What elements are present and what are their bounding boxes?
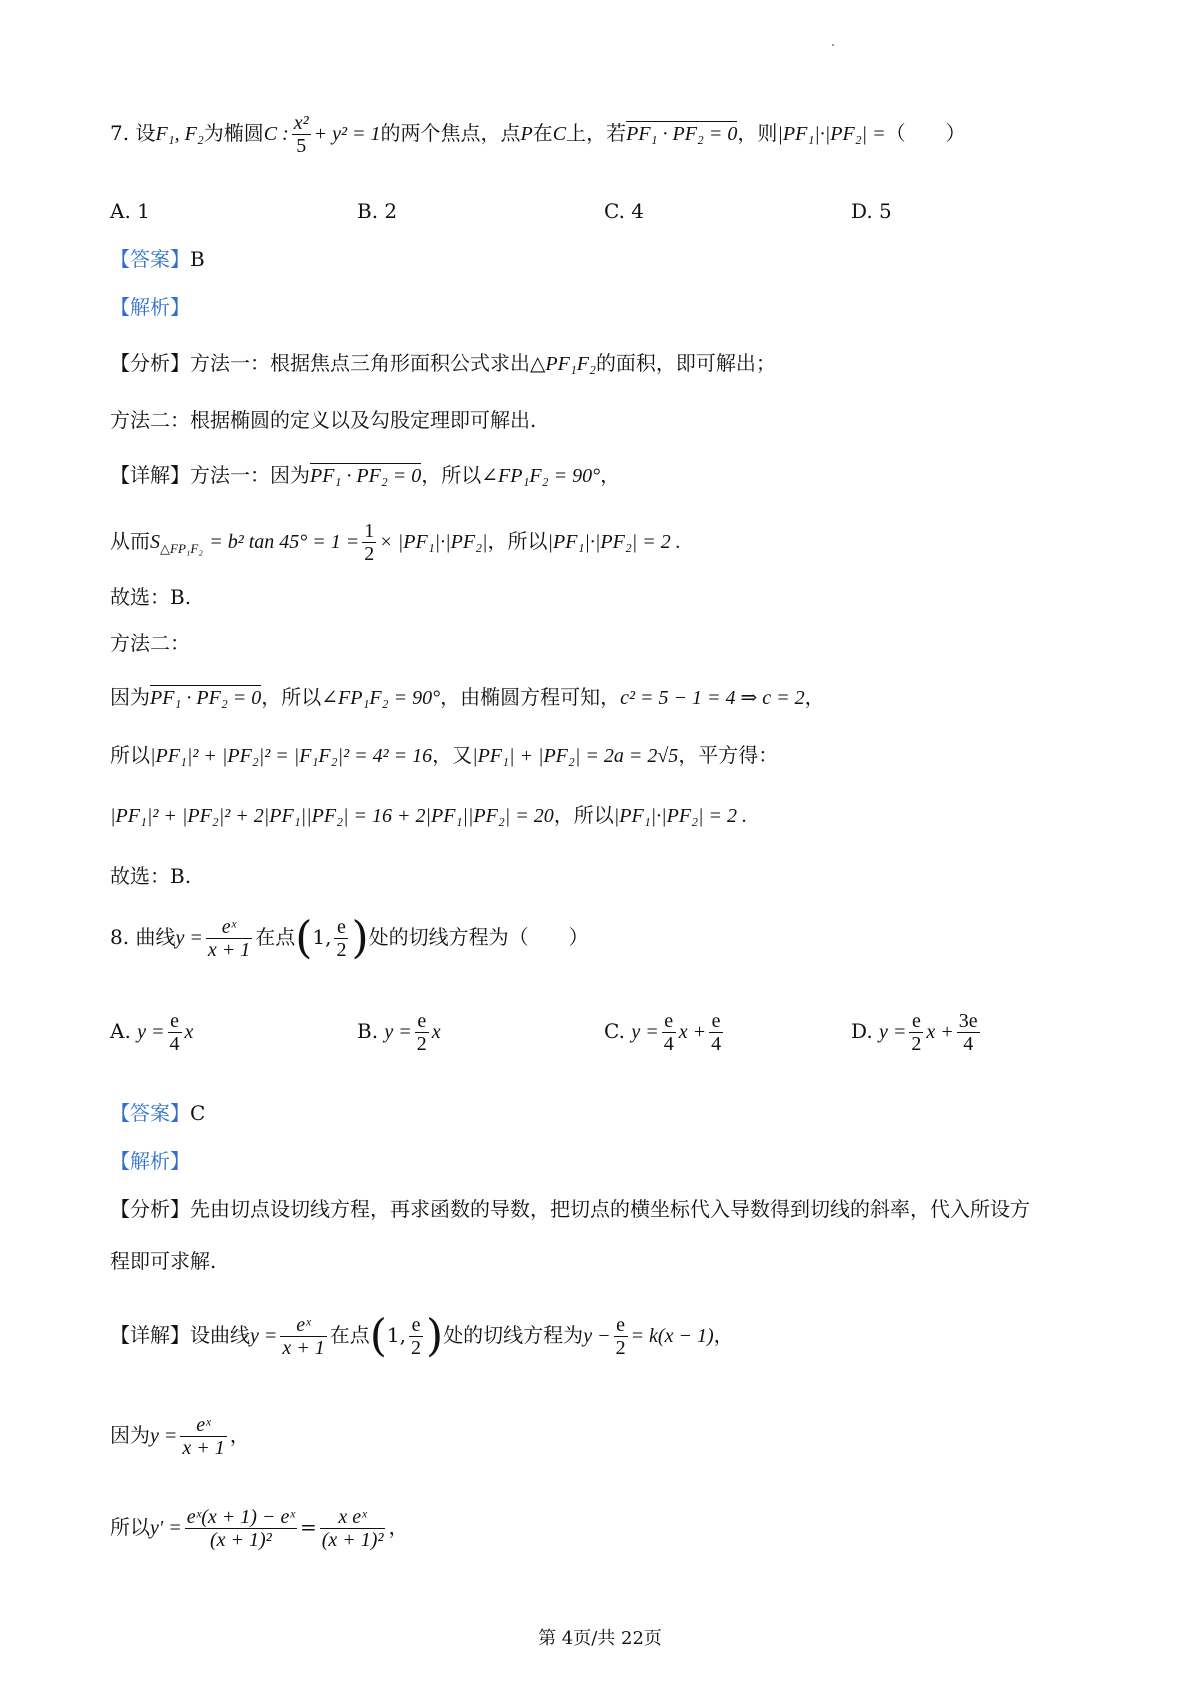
xj-b: 在点 — [329, 1323, 370, 1347]
frac-den: 5 — [296, 135, 307, 157]
opt-label: D. — [851, 1019, 873, 1043]
q8-stem-frac — [206, 916, 252, 961]
analysis-tag: 【解析】 — [110, 1149, 190, 1173]
frac-den: 4 — [711, 1033, 722, 1055]
l3-frac1 — [185, 1506, 297, 1551]
frac-den: 4 — [663, 1033, 674, 1055]
opt-frac1 — [662, 1010, 676, 1055]
m2l1-eq: c² = 5 − 1 = 4 ⇒ c = 2 — [620, 687, 805, 709]
l2-a: 因为 — [110, 1423, 150, 1447]
q7-option-b: B. 2 — [357, 199, 398, 223]
l3-eq: = — [299, 1515, 317, 1539]
q7-m1-line1 — [110, 460, 620, 491]
frac-num: 1 — [364, 520, 375, 542]
q7-mid4: 上，若 — [566, 121, 627, 145]
xj-d: ， — [713, 1323, 734, 1347]
q7-mid5: ，则 — [737, 121, 778, 145]
m2l1-c: ，由椭圆方程可知， — [440, 685, 621, 709]
fenxi-tag: 【分析】 — [110, 351, 190, 375]
q7-m2-line2 — [110, 740, 778, 771]
opt-label: C. — [604, 1019, 625, 1043]
m2l2-a: 所以 — [110, 743, 150, 767]
q7-m2-line1 — [110, 682, 825, 713]
q7-option-c: C. 4 — [604, 199, 645, 223]
q7-option-d: D. 5 — [851, 199, 892, 223]
m1-text3: ， — [600, 463, 621, 487]
m1-angle: ∠FP₁F₂ = 90° — [481, 465, 601, 487]
q8-line2 — [110, 1414, 250, 1459]
m1l2-s: S — [150, 531, 160, 553]
frac-den: 2 — [364, 543, 375, 565]
q8-stem: 8. 曲线y = $\frac{\text{eˣ}}{x + 1}$ 在点(1, $\frac{e}{2}$ )处的切线方程为（ ） — [110, 912, 589, 964]
opt-frac — [415, 1010, 429, 1055]
fenxi-triangle: △PF₁F₂ — [530, 353, 596, 375]
q8-option-a — [110, 1010, 193, 1055]
frac-num: e — [909, 1010, 923, 1033]
frac-den: x + 1 — [282, 1337, 325, 1359]
frac-den: 2 — [416, 1033, 427, 1055]
opt-y: y = — [384, 1021, 412, 1043]
xiangjie-tag: 【详解】 — [110, 463, 190, 487]
answer-tag: 【答案】 — [110, 247, 190, 271]
q7-mid3: 在 — [532, 121, 553, 145]
frac-num: eˣ — [280, 1314, 326, 1337]
frac-num: e — [168, 1010, 182, 1033]
opt-x: x + — [678, 1021, 707, 1043]
l3-a: 所以 — [110, 1515, 150, 1539]
q8-xiangjie-line: 【详解】设曲线y = $\frac{\text{eˣ}}{x + 1}$ 在点(1, $\frac{e}{2}$ )处的切线方程为y − $\frac{e}{2}$ = k(x − 1)， — [110, 1310, 734, 1362]
opt-y: y = — [631, 1021, 659, 1043]
analysis-tag: 【解析】 — [110, 295, 190, 319]
opt-label: B. — [357, 1019, 379, 1043]
frac-den: 4 — [963, 1033, 974, 1055]
frac-num: eˣ — [180, 1414, 226, 1437]
q8-analysis-line — [110, 1146, 190, 1176]
opt-x: x — [184, 1021, 194, 1043]
q7-answer-line — [110, 244, 205, 274]
m1l2-a: 从而 — [110, 529, 150, 553]
q7-target: |PF₁|·|PF₂| = — [777, 123, 886, 145]
m2l1-cond: PF₁ · PF₂ = 0 — [150, 687, 262, 709]
q8-stem-y: y = — [175, 927, 203, 949]
frac-den: 2 — [615, 1337, 626, 1359]
m2l2-b: ，又 — [432, 743, 473, 767]
m2l1-b: ，所以 — [261, 685, 322, 709]
xiangjie-tag: 【详解】 — [110, 1323, 190, 1347]
opt-y: y = — [879, 1021, 907, 1043]
q7-ellipse-rest: + y² = 1 — [313, 123, 381, 145]
frac-den: x + 1 — [182, 1437, 225, 1459]
q8-option-b — [357, 1010, 441, 1055]
opt-x: x — [431, 1021, 441, 1043]
m2l2-eq: |PF₁|² + |PF₂|² = |F₁F₂|² = 4² = 16 — [150, 745, 433, 767]
q7-choose1: 故选：B. — [110, 585, 192, 609]
frac-den: x + 1 — [207, 939, 251, 961]
m1l2-half — [362, 520, 376, 565]
speck-dot — [832, 44, 834, 46]
q7-choose2: 故选：B. — [110, 864, 192, 888]
frac-num: e — [334, 916, 348, 939]
frac-den: (x + 1)² — [321, 1529, 384, 1551]
q7-stem — [110, 112, 966, 157]
m1l2-d: ，所以 — [487, 529, 548, 553]
q8-line3 — [110, 1506, 408, 1551]
frac-num: e — [662, 1010, 676, 1033]
q7-ellipse-lhs: C : — [263, 123, 289, 145]
q7-fenxi-line2: 方法二：根据椭圆的定义以及勾股定理即可解出. — [110, 408, 537, 432]
xj-frac — [280, 1314, 326, 1359]
xj-y: y = — [250, 1325, 278, 1347]
q7-prefix: 7. 设 — [110, 121, 156, 145]
xj-eq-b: = k(x − 1) — [630, 1325, 714, 1347]
m2l2-c: ，平方得： — [678, 743, 779, 767]
q8-stem-a: 8. 曲线 — [110, 925, 176, 949]
q7-p: P — [520, 123, 533, 145]
m1-cond: PF₁ · PF₂ = 0 — [310, 465, 422, 487]
l2-frac — [180, 1414, 226, 1459]
m2l1-a: 因为 — [110, 685, 150, 709]
frac-num: e — [709, 1010, 723, 1033]
frac-num: e — [409, 1314, 423, 1337]
l2-y: y = — [150, 1425, 178, 1447]
l2-b: ， — [229, 1423, 250, 1447]
q7-ellipse-frac — [292, 112, 311, 157]
m2l2-eq2: |PF₁| + |PF₂| = 2a = 2√5 — [472, 745, 679, 767]
q7-mid2: 的两个焦点，点 — [380, 121, 521, 145]
frac-num: eˣ — [206, 916, 252, 939]
page-footer: 第 4页/共 22页 — [538, 1628, 662, 1649]
frac-den: 2 — [411, 1337, 422, 1359]
opt-frac2 — [709, 1010, 723, 1055]
m1-text1: 方法一：因为 — [190, 463, 310, 487]
q7-analysis-line — [110, 292, 190, 322]
frac-num: 3e — [958, 1010, 978, 1032]
frac-num: e — [415, 1010, 429, 1033]
frac-num: x eˣ — [320, 1506, 386, 1529]
xj-c: 处的切线方程为 — [443, 1323, 584, 1347]
q8-point-frac — [334, 916, 348, 961]
m2l3-eq: |PF₁|² + |PF₂|² + 2|PF₁||PF₂| = 16 + 2|PF₁||PF₂| = 20 — [110, 805, 554, 827]
q7-option-a: A. 1 — [110, 199, 150, 223]
q8-option-c — [604, 1010, 726, 1055]
m2l3-eq2: |PF₁|·|PF₂| = 2 . — [613, 805, 748, 827]
l3-y: y′ = — [150, 1517, 182, 1539]
m1l2-c: × |PF₁|·|PF₂| — [379, 531, 488, 553]
opt-frac1 — [909, 1010, 923, 1055]
q8-answer-line — [110, 1098, 205, 1128]
q7-fenxi-line — [110, 348, 776, 379]
q7-cond: PF₁ · PF₂ = 0 — [626, 123, 738, 145]
m2l1-d: ， — [804, 685, 825, 709]
l3-frac2 — [320, 1506, 386, 1551]
opt-frac2 — [957, 1010, 980, 1055]
q8-option-d — [851, 1010, 983, 1055]
frac-den: (x + 1)² — [210, 1529, 272, 1551]
fenxi-text: 先由切点设切线方程，再求函数的导数，把切点的横坐标代入导数得到切线的斜率，代入所设方 — [190, 1197, 1030, 1221]
opt-x: x + — [926, 1021, 954, 1043]
q8-point-a: 1, — [312, 925, 332, 949]
answer-value: C — [190, 1101, 206, 1125]
q7-m2-line3 — [110, 800, 747, 831]
fenxi-tag: 【分析】 — [110, 1197, 190, 1221]
xj-eq-frac — [614, 1314, 628, 1359]
opt-label: A. — [110, 1019, 131, 1043]
q7-paren: （ ） — [885, 121, 966, 145]
q8-fenxi-line1 — [110, 1194, 1030, 1224]
xj-point-a: 1, — [386, 1323, 407, 1347]
xj-a: 设曲线 — [190, 1323, 250, 1347]
q7-c: C — [552, 123, 567, 145]
m1l2-sub: △FP₁F₂ — [160, 541, 203, 556]
m2l3-b: ，所以 — [553, 803, 614, 827]
q8-stem-b: 在点 — [255, 925, 296, 949]
answer-value: B — [190, 247, 205, 271]
q7-m1-line2 — [110, 520, 681, 565]
l3-b: ， — [388, 1515, 409, 1539]
m1l2-b: = b² tan 45° = 1 = — [209, 531, 360, 553]
xj-point-frac — [409, 1314, 423, 1359]
q8-stem-c: 处的切线方程为（ ） — [368, 925, 589, 949]
q7-vars: F₁, F₂ — [155, 123, 204, 145]
m1-text2: ，所以 — [421, 463, 482, 487]
frac-num: x² — [293, 112, 309, 134]
opt-y: y = — [137, 1021, 165, 1043]
fenxi-text2: 的面积，即可解出； — [595, 351, 776, 375]
m1l2-e: |PF₁|·|PF₂| = 2 . — [547, 531, 681, 553]
q8-fenxi-line2: 程即可求解. — [110, 1249, 217, 1273]
frac-den: 2 — [911, 1033, 922, 1055]
q7-mid1: 为椭圆 — [203, 121, 264, 145]
opt-frac — [168, 1010, 182, 1055]
q7-m2-title: 方法二： — [110, 631, 190, 655]
frac-den: 4 — [169, 1033, 180, 1055]
fenxi-text1: 方法一：根据焦点三角形面积公式求出 — [190, 351, 530, 375]
frac-num: e — [614, 1314, 628, 1337]
frac-den: 2 — [336, 939, 347, 961]
xj-eq-a: y − — [583, 1325, 611, 1347]
m2l1-angle: ∠FP₁F₂ = 90° — [321, 687, 441, 709]
answer-tag: 【答案】 — [110, 1101, 190, 1125]
frac-num: eˣ(x + 1) − eˣ — [186, 1506, 295, 1528]
